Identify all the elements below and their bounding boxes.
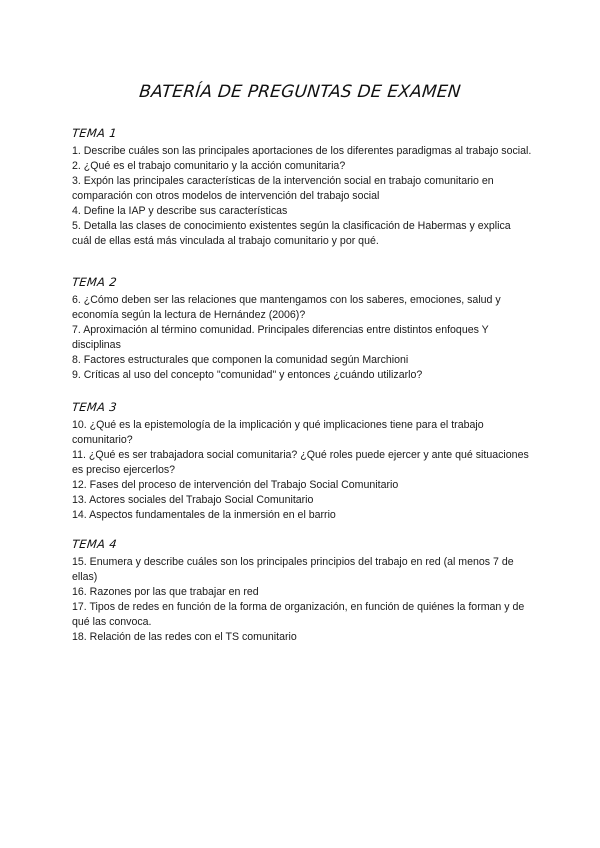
question-7: 7. Aproximación al término comunidad. Principales diferencias entre distintos enfoques Y disciplinas [72,324,489,351]
question-4: 4. Define la IAP y describe sus características [72,205,288,217]
question-13: 13. Actores sociales del Trabajo Social Comunitario [72,494,314,506]
question-17: 17. Tipos de redes en función de la forma de organización, en función de quiénes la forman y de qué las convoca. [72,601,525,628]
section-title: TEMA 3 [71,400,118,414]
section-tema-4 [72,537,532,645]
document-title: BATERÍA DE PREGUNTAS DE EXAMEN [138,82,462,102]
question-8: 8. Factores estructurales que componen la comunidad según Marchioni [72,354,409,366]
question-9: 9. Críticas al uso del concepto "comunidad" y entonces ¿cuándo utilizarlo? [72,369,423,381]
question-5: 5. Detalla las clases de conocimiento existentes según la clasificación de Habermas y explica cuál de ellas está más vinculada al trabajo comunitario y por qué. [72,220,511,247]
question-2: 2. ¿Qué es el trabajo comunitario y la acción comunitaria? [72,160,346,172]
section-title: TEMA 2 [71,275,118,289]
question-14: 14. Aspectos fundamentales de la inmersión en el barrio [72,509,336,521]
question-11: 11. ¿Qué es ser trabajadora social comunitaria? ¿Qué roles puede ejercer y ante qué situaciones es preciso ejercerlos? [72,449,529,476]
section-tema-1 [72,126,532,249]
question-15: 15. Enumera y describe cuáles son los principales principios del trabajo en red (al menos 7 de ellas) [72,556,514,583]
question-12: 12. Fases del proceso de intervención del Trabajo Social Comunitario [72,479,399,491]
question-10: 10. ¿Qué es la epistemología de la implicación y qué implicaciones tiene para el trabajo comunitario? [72,419,484,446]
section-title: TEMA 1 [71,126,118,140]
section-title: TEMA 4 [71,537,118,551]
section-tema-2 [72,275,532,383]
question-16: 16. Razones por las que trabajar en red [72,586,259,598]
question-6: 6. ¿Cómo deben ser las relaciones que mantengamos con los saberes, emociones, salud y economía según la lectura de Hernández (2006)? [72,294,501,321]
question-3: 3. Expón las principales características de la intervención social en trabajo comunitario en comparación con otros modelos de intervención del trabajo social [72,175,494,202]
question-18: 18. Relación de las redes con el TS comunitario [72,631,297,643]
section-tema-3 [72,400,532,523]
question-1: 1. Describe cuáles son las principales aportaciones de los diferentes paradigmas al trabajo social. [72,145,532,157]
